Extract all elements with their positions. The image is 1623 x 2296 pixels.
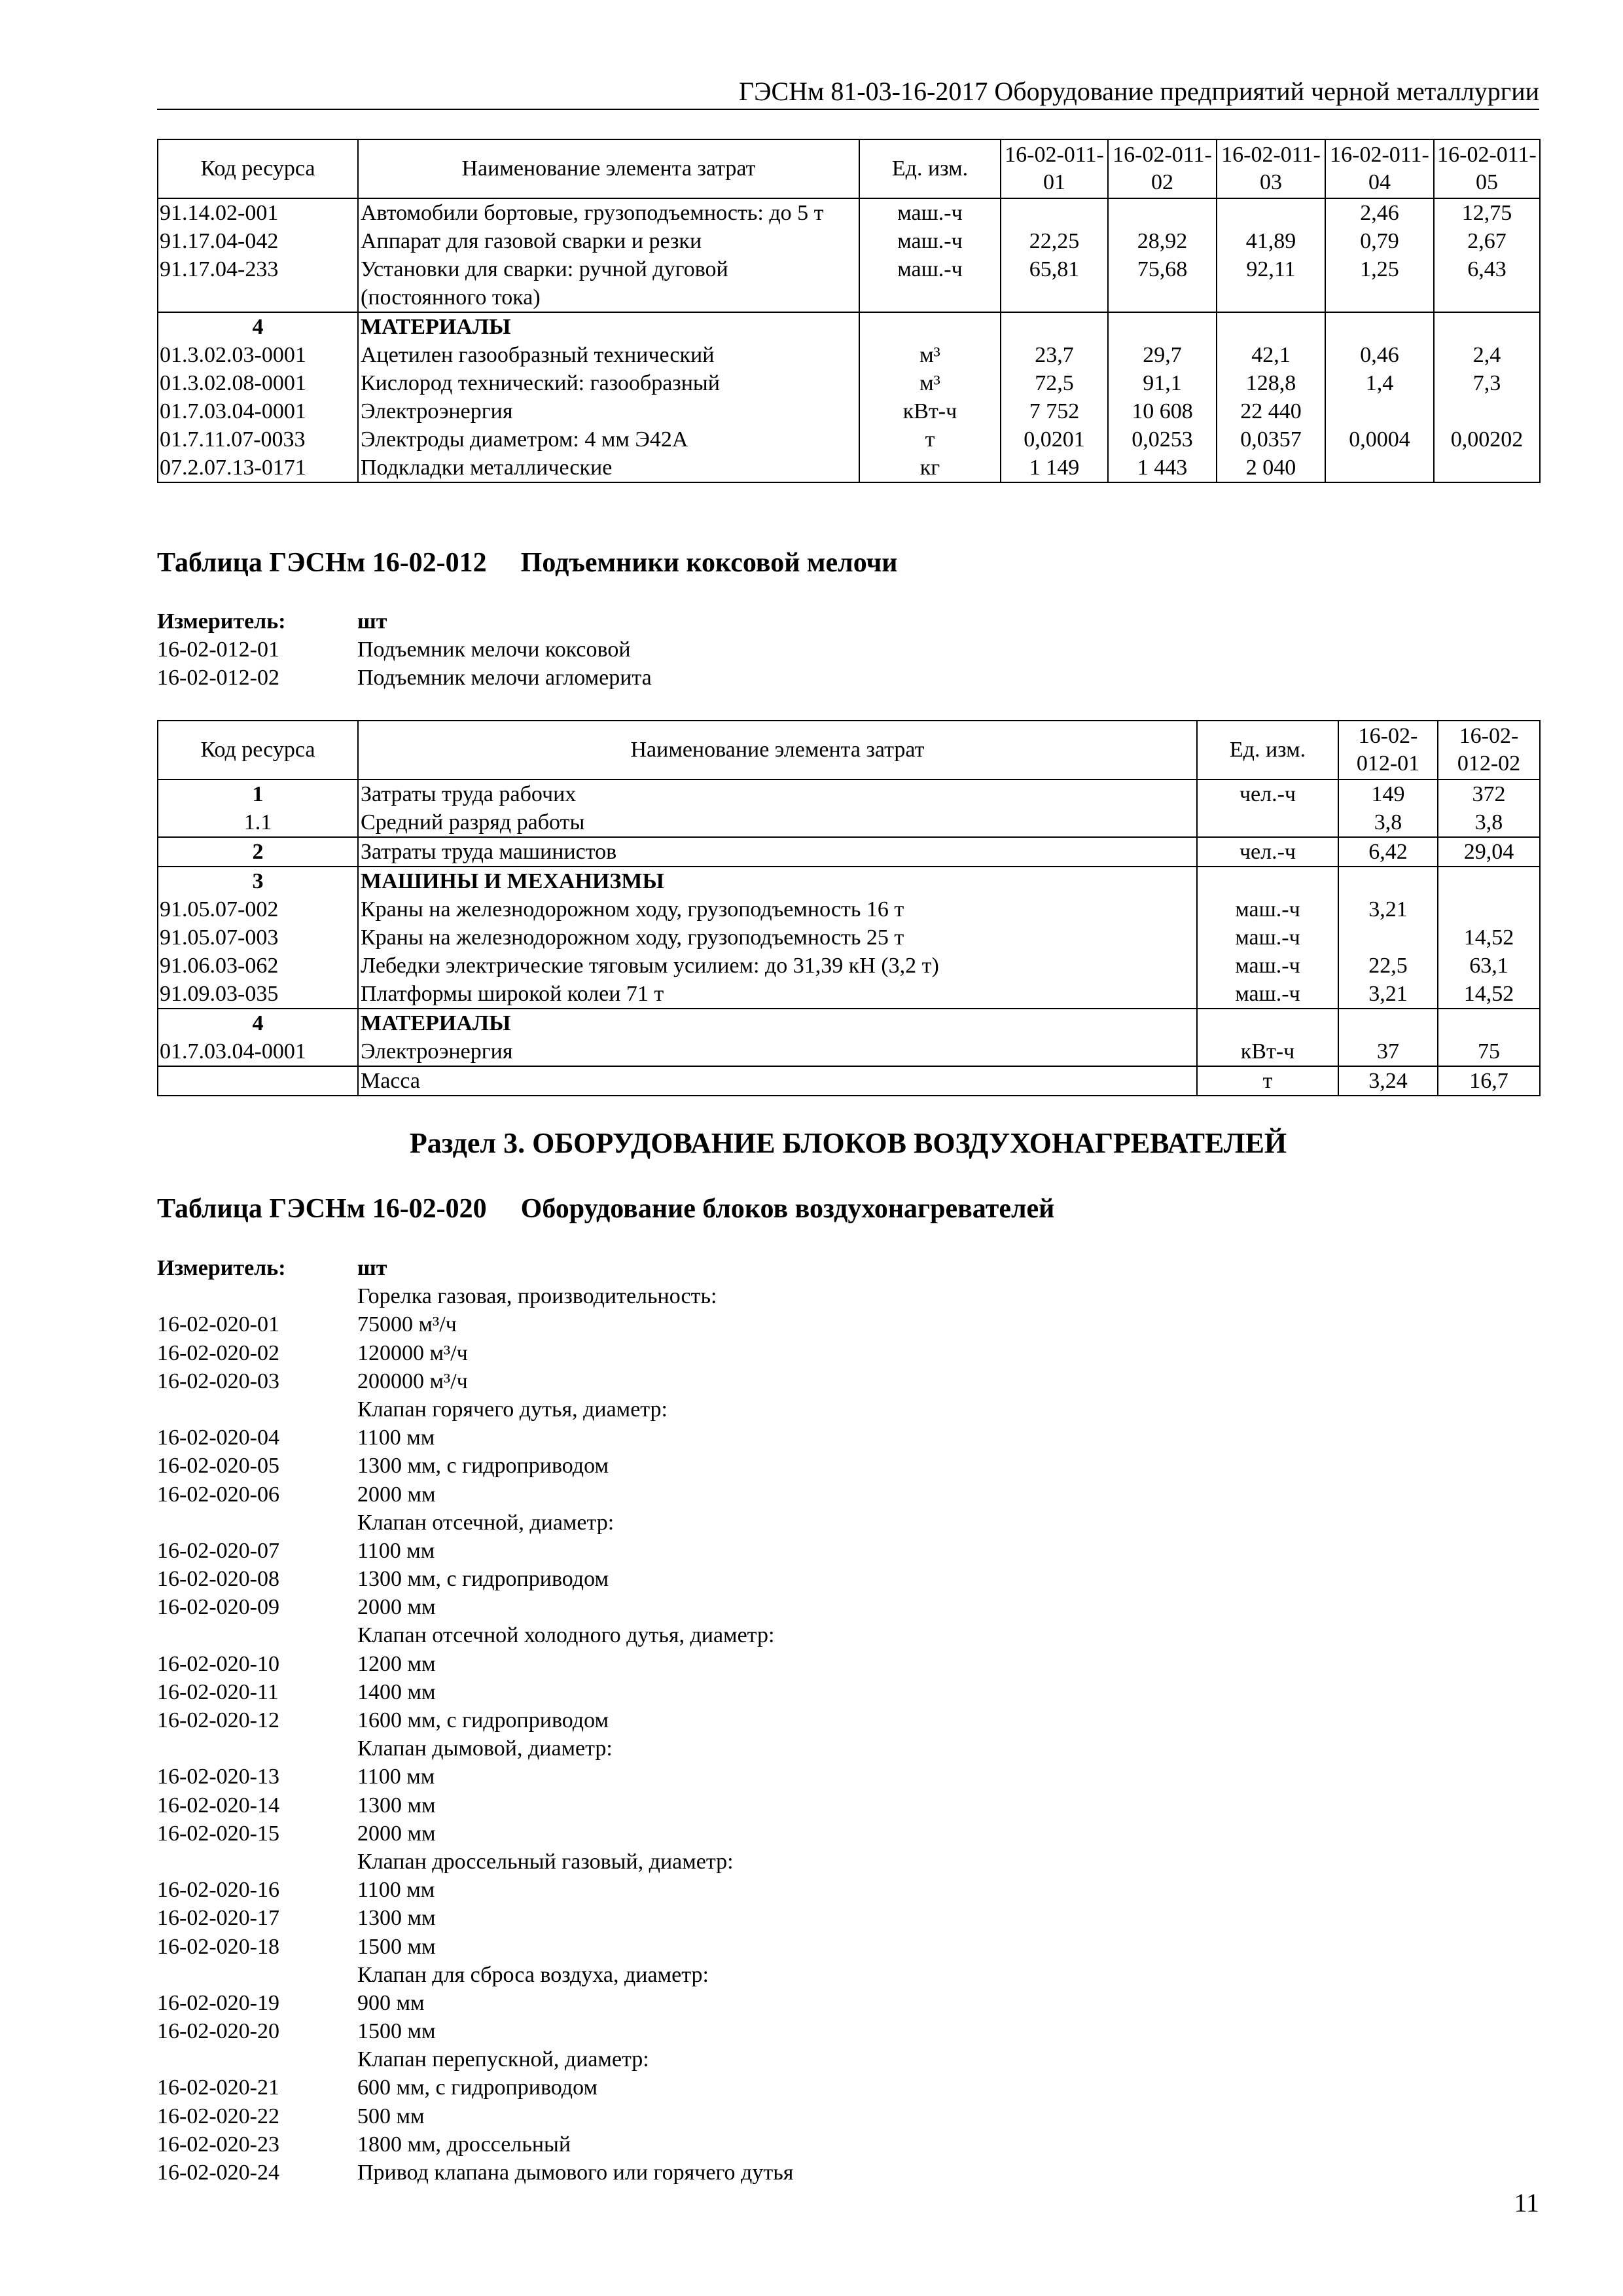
table-row: [158, 895, 1540, 924]
cost-element-cell: Краны на железнодорожном ходу, грузоподъемность 25 т: [358, 924, 1197, 952]
item-code: 16-02-020-08: [157, 1567, 279, 1592]
value-cell: 37: [1338, 1037, 1438, 1066]
item-code: 16-02-020-13: [157, 1765, 279, 1789]
column-header-norm-3: 16-02-011-03: [1217, 139, 1325, 198]
cost-element-cell: Масса: [358, 1066, 1197, 1096]
meter-item: [157, 1310, 793, 1338]
value-cell: 1 149: [1001, 454, 1108, 482]
value-cell: [1338, 867, 1438, 895]
meter-item: [157, 1424, 793, 1452]
unit-cell: маш.-ч: [1197, 980, 1338, 1009]
column-header-cost-element: Наименование элемента затрат: [358, 721, 1197, 780]
column-header-unit: Ед. изм.: [859, 139, 1001, 198]
item-code: 16-02-020-20: [157, 2019, 279, 2044]
value-cell: [1434, 454, 1540, 482]
unit-cell: т: [859, 425, 1001, 454]
resource-code-cell: 91.06.03-062: [158, 952, 358, 980]
cost-element-cell: Краны на железнодорожном ходу, грузоподъемность 16 т: [358, 895, 1197, 924]
cost-element-cell: Электроэнергия: [358, 1037, 1197, 1066]
resource-code-cell: 01.3.02.08-0001: [158, 369, 358, 397]
value-cell: 0,0253: [1108, 425, 1217, 454]
meter-group-heading: [157, 1848, 793, 1876]
item-name: Клапан перепускной, диаметр:: [357, 2047, 649, 2072]
unit-cell: кВт-ч: [1197, 1037, 1338, 1066]
meter-block-16-02-012: [157, 607, 652, 692]
meter-group-heading: [157, 1282, 793, 1310]
resource-code-cell: 3: [158, 867, 358, 895]
meter-item: [157, 1537, 793, 1565]
item-name: 1400 мм: [357, 1679, 436, 1704]
item-code: [157, 1282, 357, 1310]
value-cell: [1217, 312, 1325, 341]
value-cell: 72,5: [1001, 369, 1108, 397]
column-header-resource-code: Код ресурса: [158, 721, 358, 780]
resource-code-cell: 91.17.04-233: [158, 255, 358, 312]
value-cell: [1325, 454, 1434, 482]
item-name: 1100 мм: [357, 1538, 435, 1563]
column-header-norm-2: 16-02-012-02: [1438, 721, 1540, 780]
value-cell: [1217, 198, 1325, 227]
meter-item: [157, 1480, 793, 1509]
item-code: 16-02-012-02: [157, 666, 279, 691]
value-cell: 0,0201: [1001, 425, 1108, 454]
value-cell: 42,1: [1217, 341, 1325, 369]
resource-table-16-02-012: [157, 720, 1541, 1096]
resource-code-cell: 91.14.02-001: [158, 198, 358, 227]
table-row: [158, 952, 1540, 980]
unit-cell: [859, 312, 1001, 341]
resource-table-16-02-011: [157, 139, 1541, 483]
meter-unit: шт: [357, 1256, 387, 1280]
meter-item: [157, 1933, 793, 1961]
cost-element-cell: Затраты труда машинистов: [358, 837, 1197, 867]
value-cell: 2,4: [1434, 341, 1540, 369]
table-name: Подъемники коксовой мелочи: [520, 548, 898, 578]
value-cell: 22 440: [1217, 397, 1325, 425]
item-name: Горелка газовая, производительность:: [357, 1284, 717, 1309]
unit-cell: маш.-ч: [859, 227, 1001, 255]
item-name: 1300 мм, с гидроприводом: [357, 1567, 609, 1592]
value-cell: 91,1: [1108, 369, 1217, 397]
header-rule: [157, 109, 1539, 110]
meter-label: Измеритель:: [157, 1256, 286, 1280]
meter-row: [157, 607, 652, 636]
value-cell: [1325, 397, 1434, 425]
item-code: 16-02-020-14: [157, 1793, 279, 1818]
unit-cell: [1197, 1009, 1338, 1037]
item-code: 16-02-020-09: [157, 1595, 279, 1620]
cost-element-cell: Автомобили бортовые, грузоподъемность: до 5 т: [358, 198, 859, 227]
table-row: [158, 255, 1540, 312]
item-name: 500 мм: [357, 2104, 425, 2128]
item-name: 2000 мм: [357, 1595, 436, 1620]
value-cell: 7 752: [1001, 397, 1108, 425]
meter-item: [157, 1876, 793, 1904]
column-header-norm-5: 16-02-011-05: [1434, 139, 1540, 198]
table-row: [158, 1037, 1540, 1066]
item-name: 1300 мм: [357, 1793, 436, 1818]
meter-item: [157, 2017, 793, 2045]
resource-code-cell: 4: [158, 312, 358, 341]
cost-element-cell: МАТЕРИАЛЫ: [358, 1009, 1197, 1037]
value-cell: 16,7: [1438, 1066, 1540, 1096]
item-name: Клапан отсечной холодного дутья, диаметр:: [357, 1623, 775, 1648]
value-cell: [1438, 867, 1540, 895]
cost-element-cell: Аппарат для газовой сварки и резки: [358, 227, 859, 255]
item-name: 600 мм, с гидроприводом: [357, 2075, 597, 2100]
value-cell: 7,3: [1434, 369, 1540, 397]
unit-cell: т: [1197, 1066, 1338, 1096]
meter-item: [157, 1904, 793, 1932]
meter-item: [157, 664, 652, 692]
table-code: Таблица ГЭСНм 16-02-012: [157, 548, 487, 578]
resource-code-cell: 91.09.03-035: [158, 980, 358, 1009]
table-row: [158, 924, 1540, 952]
page-number: 11: [1514, 2188, 1539, 2217]
item-code: 16-02-020-05: [157, 1454, 279, 1479]
item-code: [157, 1734, 357, 1763]
item-name: Клапан для сброса воздуха, диаметр:: [357, 1962, 709, 1987]
item-name: Клапан дроссельный газовый, диаметр:: [357, 1849, 734, 1874]
item-name: 1800 мм, дроссельный: [357, 2132, 571, 2157]
item-code: [157, 1395, 357, 1424]
table-row: [158, 454, 1540, 482]
value-cell: 65,81: [1001, 255, 1108, 312]
value-cell: 0,00202: [1434, 425, 1540, 454]
item-code: 16-02-020-07: [157, 1538, 279, 1563]
unit-cell: кг: [859, 454, 1001, 482]
running-header: ГЭСНм 81-03-16-2017 Оборудование предприятий черной металлургии: [738, 77, 1539, 106]
item-code: 16-02-020-02: [157, 1340, 279, 1365]
item-code: 16-02-020-21: [157, 2075, 279, 2100]
unit-cell: маш.-ч: [859, 255, 1001, 312]
table-row: [158, 867, 1540, 895]
unit-cell: маш.-ч: [1197, 895, 1338, 924]
value-cell: 14,52: [1438, 980, 1540, 1009]
table-row: [158, 980, 1540, 1009]
item-code: 16-02-020-01: [157, 1312, 279, 1337]
table-row: [158, 312, 1540, 341]
item-code: 16-02-020-23: [157, 2132, 279, 2157]
value-cell: 3,21: [1338, 895, 1438, 924]
value-cell: 29,04: [1438, 837, 1540, 867]
resource-code-cell: 01.7.03.04-0001: [158, 397, 358, 425]
item-name: 1600 мм, с гидроприводом: [357, 1708, 609, 1732]
value-cell: 149: [1338, 780, 1438, 808]
value-cell: 3,8: [1438, 808, 1540, 837]
item-code: 16-02-020-11: [157, 1679, 279, 1704]
value-cell: [1434, 312, 1540, 341]
value-cell: 372: [1438, 780, 1540, 808]
meter-item: [157, 1989, 793, 2017]
meter-item: [157, 1367, 793, 1395]
value-cell: [1001, 312, 1108, 341]
value-cell: 0,79: [1325, 227, 1434, 255]
resource-code-cell: 2: [158, 837, 358, 867]
resource-code-cell: [158, 1066, 358, 1096]
unit-cell: [1197, 867, 1338, 895]
cost-element-cell: Электроэнергия: [358, 397, 859, 425]
item-name: Клапан дымовой, диаметр:: [357, 1736, 613, 1761]
cost-element-cell: Лебедки электрические тяговым усилием: до 31,39 кН (3,2 т): [358, 952, 1197, 980]
value-cell: 3,21: [1338, 980, 1438, 1009]
table-header-row: [158, 721, 1540, 780]
column-header-norm-2: 16-02-011-02: [1108, 139, 1217, 198]
meter-group-heading: [157, 1961, 793, 1989]
value-cell: [1001, 198, 1108, 227]
value-cell: 2 040: [1217, 454, 1325, 482]
value-cell: 0,46: [1325, 341, 1434, 369]
item-code: 16-02-012-01: [157, 637, 279, 662]
table-row: [158, 808, 1540, 837]
value-cell: 29,7: [1108, 341, 1217, 369]
value-cell: [1108, 198, 1217, 227]
resource-code-cell: 1: [158, 780, 358, 808]
item-code: [157, 1621, 357, 1649]
meter-item: [157, 2102, 793, 2130]
item-code: [157, 1961, 357, 1989]
item-code: 16-02-020-19: [157, 1990, 279, 2015]
value-cell: [1108, 312, 1217, 341]
meter-item: [157, 1339, 793, 1367]
item-name: Клапан отсечной, диаметр:: [357, 1510, 615, 1535]
resource-code-cell: 01.7.03.04-0001: [158, 1037, 358, 1066]
item-name: 1500 мм: [357, 1934, 436, 1959]
cost-element-cell: Кислород технический: газообразный: [358, 369, 859, 397]
value-cell: 28,92: [1108, 227, 1217, 255]
item-code: [157, 1848, 357, 1876]
unit-cell: маш.-ч: [1197, 952, 1338, 980]
unit-cell: кВт-ч: [859, 397, 1001, 425]
value-cell: [1438, 895, 1540, 924]
item-name: 900 мм: [357, 1990, 425, 2015]
meter-item: [157, 2159, 793, 2187]
item-code: 16-02-020-04: [157, 1426, 279, 1450]
item-name: 1500 мм: [357, 2019, 436, 2044]
meter-group-heading: [157, 1395, 793, 1424]
column-header-unit: Ед. изм.: [1197, 721, 1338, 780]
item-code: 16-02-020-06: [157, 1482, 279, 1507]
value-cell: 0,0357: [1217, 425, 1325, 454]
value-cell: 1,25: [1325, 255, 1434, 312]
value-cell: 12,75: [1434, 198, 1540, 227]
meter-item: [157, 1678, 793, 1706]
value-cell: [1338, 1009, 1438, 1037]
value-cell: 23,7: [1001, 341, 1108, 369]
meter-item: [157, 1650, 793, 1678]
meter-item: [157, 1706, 793, 1734]
item-code: 16-02-020-16: [157, 1878, 279, 1903]
item-code: 16-02-020-17: [157, 1906, 279, 1931]
resource-code-cell: 1.1: [158, 808, 358, 837]
cost-element-cell: Подкладки металлические: [358, 454, 859, 482]
meter-item: [157, 636, 652, 664]
meter-group-heading: [157, 1621, 793, 1649]
value-cell: 63,1: [1438, 952, 1540, 980]
value-cell: 14,52: [1438, 924, 1540, 952]
table-header-row: [158, 139, 1540, 198]
resource-code-cell: 01.3.02.03-0001: [158, 341, 358, 369]
item-name: Клапан горячего дутья, диаметр:: [357, 1397, 668, 1422]
item-name: 1300 мм, с гидроприводом: [357, 1454, 609, 1479]
item-name: 1100 мм: [357, 1765, 435, 1789]
table-row: [158, 369, 1540, 397]
item-name: 1100 мм: [357, 1426, 435, 1450]
resource-code-cell: 01.7.11.07-0033: [158, 425, 358, 454]
value-cell: 75: [1438, 1037, 1540, 1066]
value-cell: 0,0004: [1325, 425, 1434, 454]
meter-label: Измеритель:: [157, 609, 286, 634]
unit-cell: чел.-ч: [1197, 837, 1338, 867]
item-code: 16-02-020-10: [157, 1651, 279, 1676]
section-title: Раздел 3. ОБОРУДОВАНИЕ БЛОКОВ ВОЗДУХОНАГРЕВАТЕЛЕЙ: [409, 1127, 1287, 1159]
table-row: [158, 425, 1540, 454]
resource-code-cell: 91.17.04-042: [158, 227, 358, 255]
meter-group-heading: [157, 1734, 793, 1763]
meter-row: [157, 1254, 793, 1282]
item-code: [157, 1509, 357, 1537]
item-code: 16-02-020-22: [157, 2104, 279, 2128]
resource-code-cell: 4: [158, 1009, 358, 1037]
meter-unit: шт: [357, 609, 387, 634]
value-cell: 22,5: [1338, 952, 1438, 980]
unit-cell: м³: [859, 369, 1001, 397]
column-header-cost-element: Наименование элемента затрат: [358, 139, 859, 198]
value-cell: 75,68: [1108, 255, 1217, 312]
item-code: 16-02-020-03: [157, 1369, 279, 1393]
resource-code-cell: 91.05.07-002: [158, 895, 358, 924]
value-cell: [1438, 1009, 1540, 1037]
table-row: [158, 780, 1540, 808]
item-name: Привод клапана дымового или горячего дутья: [357, 2161, 794, 2185]
column-header-resource-code: Код ресурса: [158, 139, 358, 198]
table-row: [158, 341, 1540, 369]
value-cell: 6,43: [1434, 255, 1540, 312]
value-cell: [1434, 397, 1540, 425]
item-code: 16-02-020-15: [157, 1821, 279, 1846]
table-row: [158, 837, 1540, 867]
cost-element-cell: Установки для сварки: ручной дуговой (постоянного тока): [358, 255, 859, 312]
table-title-16-02-012: [157, 547, 898, 579]
cost-element-cell: Электроды диаметром: 4 мм Э42А: [358, 425, 859, 454]
value-cell: [1325, 312, 1434, 341]
table-row: [158, 397, 1540, 425]
table-name: Оборудование блоков воздухонагревателей: [520, 1194, 1055, 1224]
value-cell: 41,89: [1217, 227, 1325, 255]
table-row: [158, 198, 1540, 227]
unit-cell: маш.-ч: [859, 198, 1001, 227]
unit-cell: [1197, 808, 1338, 837]
item-code: 16-02-020-12: [157, 1708, 279, 1732]
item-code: 16-02-020-18: [157, 1934, 279, 1959]
item-name: 75000 м³/ч: [357, 1312, 457, 1337]
meter-item: [157, 1565, 793, 1593]
value-cell: 22,25: [1001, 227, 1108, 255]
item-name: Подъемник мелочи агломерита: [357, 666, 652, 691]
meter-item: [157, 1452, 793, 1480]
table-code: Таблица ГЭСНм 16-02-020: [157, 1194, 487, 1224]
item-name: Подъемник мелочи коксовой: [357, 637, 631, 662]
item-name: 2000 мм: [357, 1482, 436, 1507]
column-header-norm-1: 16-02-011-01: [1001, 139, 1108, 198]
cost-element-cell: Платформы широкой колеи 71 т: [358, 980, 1197, 1009]
unit-cell: м³: [859, 341, 1001, 369]
item-code: [157, 2045, 357, 2073]
item-name: 200000 м³/ч: [357, 1369, 468, 1393]
value-cell: 6,42: [1338, 837, 1438, 867]
cost-element-cell: МАТЕРИАЛЫ: [358, 312, 859, 341]
meter-item: [157, 2073, 793, 2102]
table-row: [158, 1009, 1540, 1037]
column-header-norm-4: 16-02-011-04: [1325, 139, 1434, 198]
item-name: 1300 мм: [357, 1906, 436, 1931]
cost-element-cell: Ацетилен газообразный технический: [358, 341, 859, 369]
meter-item: [157, 1820, 793, 1848]
item-name: 1100 мм: [357, 1878, 435, 1903]
meter-item: [157, 1593, 793, 1621]
meter-group-heading: [157, 1509, 793, 1537]
item-name: 1200 мм: [357, 1651, 436, 1676]
unit-cell: маш.-ч: [1197, 924, 1338, 952]
value-cell: 2,67: [1434, 227, 1540, 255]
item-name: 120000 м³/ч: [357, 1340, 468, 1365]
resource-code-cell: 07.2.07.13-0171: [158, 454, 358, 482]
meter-item: [157, 1763, 793, 1791]
meter-item: [157, 2130, 793, 2159]
value-cell: 2,46: [1325, 198, 1434, 227]
meter-item: [157, 1791, 793, 1820]
value-cell: 1 443: [1108, 454, 1217, 482]
cost-element-cell: МАШИНЫ И МЕХАНИЗМЫ: [358, 867, 1197, 895]
meter-block-16-02-020: [157, 1254, 793, 2187]
table-row: [158, 227, 1540, 255]
cost-element-cell: Затраты труда рабочих: [358, 780, 1197, 808]
cost-element-cell: Средний разряд работы: [358, 808, 1197, 837]
table-row: [158, 1066, 1540, 1096]
resource-code-cell: 91.05.07-003: [158, 924, 358, 952]
value-cell: 3,24: [1338, 1066, 1438, 1096]
unit-cell: чел.-ч: [1197, 780, 1338, 808]
value-cell: [1338, 924, 1438, 952]
table-title-16-02-020: [157, 1193, 1054, 1225]
item-name: 2000 мм: [357, 1821, 436, 1846]
value-cell: 3,8: [1338, 808, 1438, 837]
value-cell: 1,4: [1325, 369, 1434, 397]
value-cell: 10 608: [1108, 397, 1217, 425]
meter-group-heading: [157, 2045, 793, 2073]
value-cell: 128,8: [1217, 369, 1325, 397]
column-header-norm-1: 16-02-012-01: [1338, 721, 1438, 780]
value-cell: 92,11: [1217, 255, 1325, 312]
item-code: 16-02-020-24: [157, 2161, 279, 2185]
